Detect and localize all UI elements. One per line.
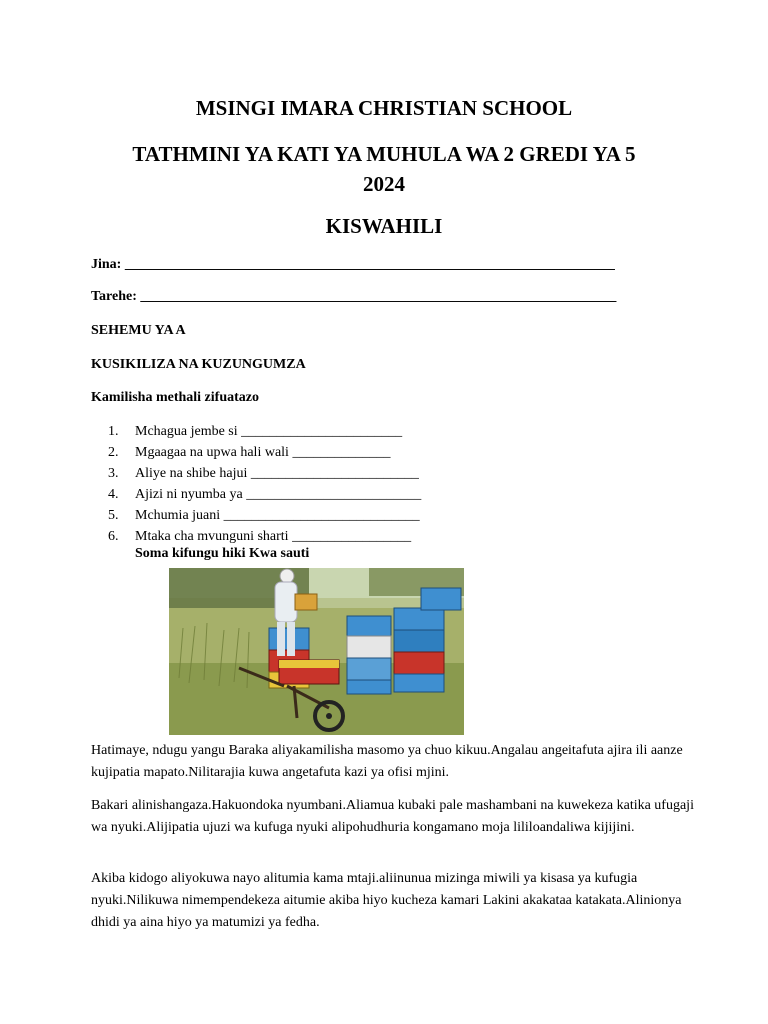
section-subtitle: KUSIKILIZA NA KUZUNGUMZA bbox=[91, 357, 306, 372]
proverb-text: Aliye na shibe hajui ________________________ bbox=[135, 466, 419, 481]
beekeeper-illustration bbox=[169, 568, 464, 735]
reading-paragraph-3: Akiba kidogo aliyokuwa nayo alitumia kama mtaji.aliinunua mizinga miwili ya kisasa ya kufugia nyuki.Nilikuwa nimempendekeza aitumie akiba hiyo kucheza kamari Lakini akakataa katakata.Alinionya dhidi ya aina hiyo ya matumizi ya fedha. bbox=[91, 871, 682, 930]
item-number: 4. bbox=[108, 487, 119, 502]
proverb-text: Mchumia juani ____________________________ bbox=[135, 508, 420, 523]
reading-instruction: Soma kifungu hiki Kwa sauti bbox=[135, 546, 310, 561]
exam-year: 2024 bbox=[363, 172, 405, 196]
item-number: 5. bbox=[108, 508, 119, 523]
name-field: Jina: ______________________________________________________________________ bbox=[91, 257, 615, 272]
item-number: 3. bbox=[108, 466, 119, 481]
reading-paragraph-2: Bakari alinishangaza.Hakuondoka nyumbani.Aliamua kubaki pale mashambani na kuwekeza katika ufugaji wa nyuki.Alijipatia ujuzi wa kufuga nyuki alipohudhuria kongamano moja lililoandaliwa kijijini. bbox=[91, 798, 694, 835]
list-item bbox=[108, 464, 421, 485]
proverb-text: Mtaka cha mvunguni sharti _________________ bbox=[135, 529, 412, 544]
list-item bbox=[108, 422, 421, 443]
item-number: 2. bbox=[108, 445, 119, 460]
item-number: 1. bbox=[108, 424, 119, 439]
list-item bbox=[108, 485, 421, 506]
proverb-text: Mgaagaa na upwa hali wali ______________ bbox=[135, 445, 391, 460]
proverb-text: Ajizi ni nyumba ya _________________________ bbox=[135, 487, 422, 502]
hive-stack-middle bbox=[347, 616, 391, 694]
subject-title: KISWAHILI bbox=[325, 214, 443, 238]
beekeeper-photo bbox=[169, 568, 464, 735]
exam-title: TATHMINI YA KATI YA MUHULA WA 2 GREDI YA 5 bbox=[132, 142, 636, 166]
proverb-list bbox=[108, 422, 421, 548]
proverb-text: Mchagua jembe si _______________________ bbox=[135, 424, 403, 439]
section-instruction: Kamilisha methali zifuatazo bbox=[91, 390, 259, 405]
section-title: SEHEMU YA A bbox=[91, 323, 186, 338]
date-field: Tarehe: ____________________________________________________________________ bbox=[91, 289, 617, 304]
item-number: 6. bbox=[108, 529, 119, 544]
school-name: MSINGI IMARA CHRISTIAN SCHOOL bbox=[195, 96, 573, 120]
list-item bbox=[108, 506, 421, 527]
list-item bbox=[108, 443, 421, 464]
reading-paragraph-1: Hatimaye, ndugu yangu Baraka aliyakamilisha masomo ya chuo kikuu.Angalau angeitafuta ajira ili aanze kujipatia mapato.Nilitarajia kuwa angetafuta kazi ya ofisi mjini. bbox=[91, 743, 683, 780]
